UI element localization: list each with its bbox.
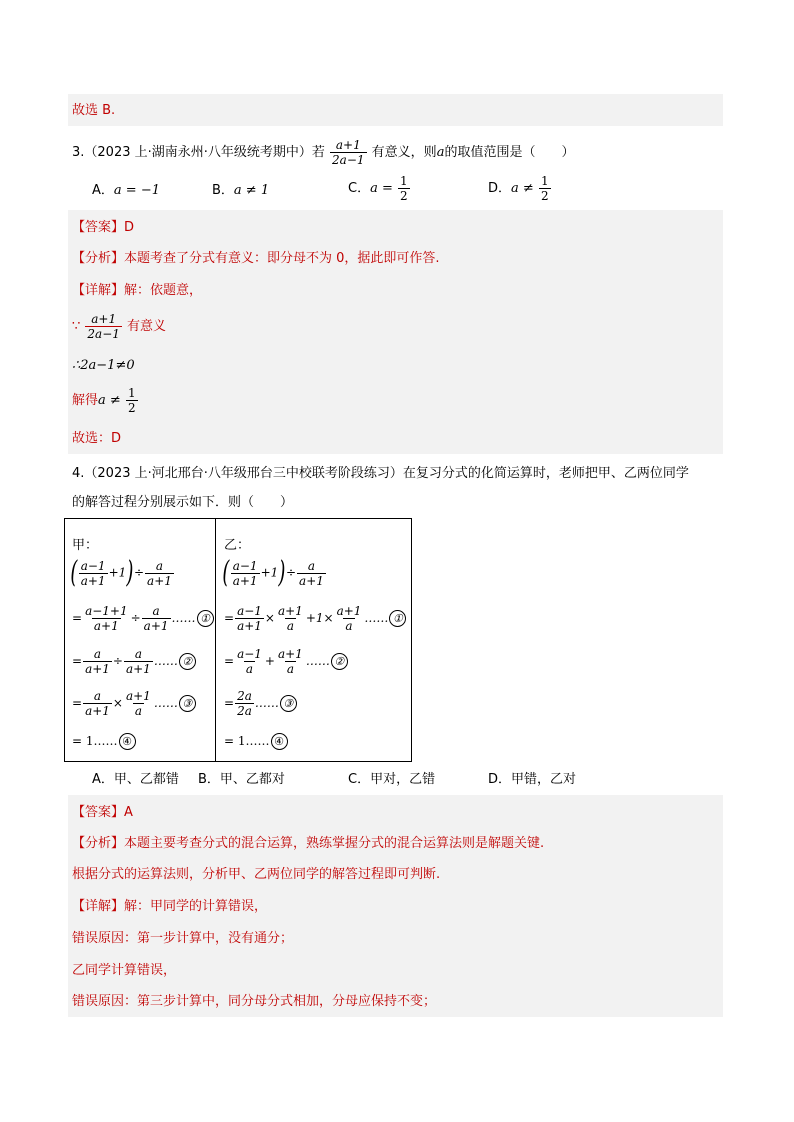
q3-option-c: C．a = $\frac{1}{2}$ <box>348 174 408 203</box>
q3-answer-panel <box>68 210 723 454</box>
jia-title: 甲： <box>72 538 99 553</box>
yi-line1: = $\frac{a-1}{a+1}$ × $\frac{a+1}{a}$ +1× $\frac{a+1}{a}$ …… ① <box>224 604 406 633</box>
q4-stem-line2: 的解答过程分别展示如下．则（ ） <box>72 495 294 510</box>
q3-stem <box>72 138 574 167</box>
q3-option-a: A．a = −1 <box>92 183 160 198</box>
q4-answer: 【答案】A <box>72 805 133 820</box>
q4-option-d: D．甲错，乙对 <box>488 772 577 787</box>
q3-conclusion: 故选：D <box>72 431 122 446</box>
yi-line2: = $\frac{a-1}{a}$ + $\frac{a+1}{a}$ …… ② <box>224 647 348 676</box>
q3-option-d: D．a ≠ $\frac{1}{2}$ <box>488 174 549 203</box>
q4-option-c: C．甲对，乙错 <box>348 772 436 787</box>
prev-conclusion: 故选 B. <box>72 103 116 118</box>
q3-stem-after: 有意义，则 <box>371 145 437 160</box>
q3-number: 3. <box>72 145 85 160</box>
q4-detail: 【详解】解：甲同学的计算错误， <box>72 899 268 914</box>
q3-detail: 【详解】解：依题意， <box>72 283 203 298</box>
q4-reason2: 错误原因：第三步计算中，同分母分式相加，分母应保持不变； <box>72 994 437 1009</box>
q3-fraction: $\frac{a+1}{2a-1}$ <box>332 138 365 167</box>
solution-divider <box>215 518 216 762</box>
yi-line0: ( $\frac{a-1}{a+1}$ +1)÷ $\frac{a}{a+1}$ <box>222 555 324 590</box>
jia-line4: = 1…… ④ <box>72 733 136 750</box>
jia-line0: ( $\frac{a-1}{a+1}$ +1)÷ $\frac{a}{a+1}$ <box>70 555 172 590</box>
q4-analysis1: 【分析】本题主要考查分式的混合运算，熟练掌握分式的混合运算法则是解题关键. <box>72 836 545 851</box>
jia-line2: = $\frac{a}{a+1}$ ÷ $\frac{a}{a+1}$ …… ② <box>72 647 196 676</box>
q3-answer: 【答案】D <box>72 220 135 235</box>
q3-stem-before: 若 <box>311 145 325 160</box>
q3-step3: 解得a ≠ $\frac{1}{2}$ <box>72 386 136 415</box>
q4-analysis2: 根据分式的运算法则，分析甲、乙两位同学的解答过程即可判断. <box>72 867 441 882</box>
solution-box <box>64 518 412 762</box>
q3-stem-var: a <box>436 145 445 160</box>
q4-stem-line1: 4.（2023 上·河北邢台·八年级邢台三中校联考阶段练习）在复习分式的化简运算时，老师把甲、乙两位同学 <box>72 466 689 481</box>
prev-answer-panel <box>68 94 723 126</box>
yi-title: 乙： <box>224 538 251 553</box>
q3-stem-end: 的取值范围是（ ） <box>444 145 575 160</box>
yi-line4: = 1…… ④ <box>224 733 288 750</box>
q4-reason1: 错误原因：第一步计算中，没有通分； <box>72 931 294 946</box>
yi-line3: = $\frac{2a}{2a}$ …… ③ <box>224 689 297 718</box>
q3-step2: ∴2a−1≠0 <box>72 358 135 373</box>
jia-line1: = $\frac{a-1+1}{a+1}$ ÷ $\frac{a}{a+1}$ …… ① <box>72 604 214 633</box>
q3-step1: ∵ $\frac{a+1}{2a-1}$ 有意义 <box>72 312 167 341</box>
q3-source: （2023 上·湖南永州·八年级统考期中） <box>84 145 312 160</box>
q3-option-b: B．a ≠ 1 <box>212 183 270 198</box>
q4-option-a: A．甲、乙都错 <box>92 772 179 787</box>
q4-yi-wrong: 乙同学计算错误， <box>72 963 177 978</box>
q4-option-b: B．甲、乙都对 <box>198 772 285 787</box>
q3-analysis: 【分析】本题考查了分式有意义：即分母不为 0，据此即可作答. <box>72 251 440 266</box>
jia-line3: = $\frac{a}{a+1}$ × $\frac{a+1}{a}$ …… ③ <box>72 689 196 718</box>
